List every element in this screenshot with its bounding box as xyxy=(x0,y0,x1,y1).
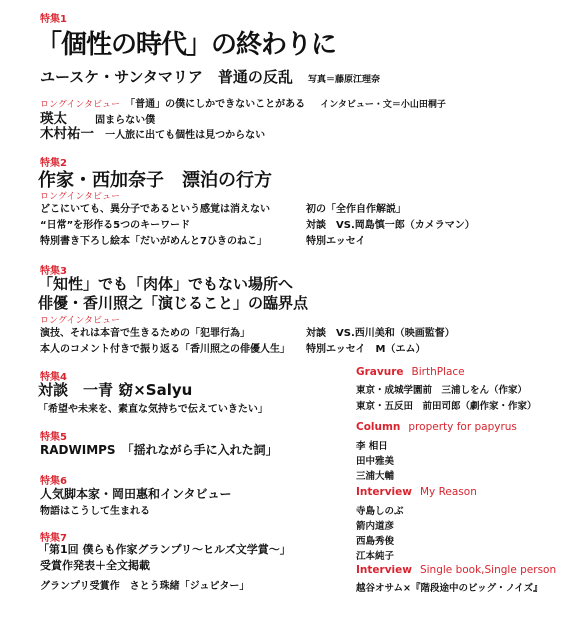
interview-singlebook-head: Interview xyxy=(356,564,412,576)
feature7-tag: 特集7 xyxy=(40,533,67,544)
column-head: Column xyxy=(356,421,401,433)
feature1-line2-tag: ロングインタビュー xyxy=(40,100,121,110)
interview-myreason-head: Interview xyxy=(356,486,412,498)
feature7-title-2: 受賞作発表＋全文掲載 xyxy=(40,559,150,572)
feature3-title-1: 「知性」でも「肉体」でもない場所へ xyxy=(38,275,294,293)
column-heading xyxy=(356,421,517,433)
feature2-item: 特別書き下ろし絵本「だいがめんと7ひきのねこ」 xyxy=(40,236,267,247)
feature1-line4-name: 木村祐一 xyxy=(40,126,94,142)
feature1-line1-credit: 写真＝藤原江理奈 xyxy=(308,75,381,85)
feature6-title: 人気脚本家・岡田惠和インタビュー xyxy=(40,487,232,501)
interview-singlebook-sub: Single book,Single person xyxy=(419,564,557,576)
feature2-item: 初の「全作自作解説」 xyxy=(306,204,406,215)
interview-myreason-item: 江本純子 xyxy=(356,551,395,562)
feature1-line2-text: 「普通」の僕にしかできないことがある xyxy=(125,99,306,110)
feature4-tag: 特集4 xyxy=(40,372,67,383)
gravure-item: 東京・五反田 前田司郎（劇作家・作家） xyxy=(356,401,537,412)
feature3-item: 特別エッセイ M（エム） xyxy=(306,344,426,355)
feature4-title: 対談 一青 窈×Salyu xyxy=(38,381,193,399)
feature2-tag: 特集2 xyxy=(40,158,67,169)
feature5-tag: 特集5 xyxy=(40,432,67,443)
feature5-title: RADWIMPS 「揺れながら手に入れた詞」 xyxy=(40,443,278,457)
feature1-line1 xyxy=(40,66,380,87)
interview-singlebook-heading xyxy=(356,564,556,576)
feature3-item: 本人のコメント付きで振り返る「香川照之の俳優人生」 xyxy=(40,344,290,355)
feature3-item: 演技、それは本音で生きるための「犯罪行為」 xyxy=(40,328,250,339)
interview-myreason-sub: My Reason xyxy=(419,486,477,498)
feature1-title: 「個性の時代」の終わりに xyxy=(36,30,337,60)
feature1-line3-name: 瑛太 xyxy=(40,111,67,127)
feature1-tag: 特集1 xyxy=(40,14,67,25)
feature3-sub-tag: ロングインタビュー xyxy=(40,316,121,326)
feature2-sub-tag: ロングインタビュー xyxy=(40,192,121,202)
column-item: 田中雅美 xyxy=(356,456,395,467)
feature6-tag: 特集6 xyxy=(40,476,67,487)
feature1-line4-text: 一人旅に出ても個性は見つからない xyxy=(105,130,266,141)
feature2-item: 対談 VS.岡島慎一郎（カメラマン） xyxy=(306,220,475,231)
column-item: 三浦大輔 xyxy=(356,471,395,482)
feature1-line1-main: ユースケ・サンタマリア 普通の反乱 xyxy=(40,68,293,86)
feature3-item: 対談 VS.西川美和（映画監督） xyxy=(306,328,455,339)
gravure-heading xyxy=(356,366,465,378)
interview-myreason-item: 寺島しのぶ xyxy=(356,506,404,517)
feature4-sub: 「希望や未来を、素直な気持ちで伝えていきたい」 xyxy=(38,404,268,415)
feature2-item: “日常”を形作る5つのキーワード xyxy=(40,220,191,231)
interview-singlebook-item: 越谷オサム×『階段途中のビッグ・ノイズ』 xyxy=(356,583,543,594)
feature7-title-1: 「第1回 僕らも作家グランプリ～ヒルズ文学賞～」 xyxy=(38,543,291,556)
feature3-title-2: 俳優・香川照之「演じること」の臨界点 xyxy=(38,294,309,312)
feature2-item: どこにいても、異分子であるという感覚は消えない xyxy=(40,204,270,215)
gravure-sub: BirthPlace xyxy=(411,366,465,378)
gravure-head: Gravure xyxy=(356,366,404,378)
feature1-line4 xyxy=(40,122,265,142)
feature2-title: 作家・西加奈子 漂泊の行方 xyxy=(38,170,272,191)
interview-myreason-item: 箭内道彦 xyxy=(356,521,395,532)
feature3-tag: 特集3 xyxy=(40,266,67,277)
feature1-line3-text: 固まらない僕 xyxy=(95,115,156,126)
feature7-sub: グランプリ受賞作 さとう珠緒「ジュピター」 xyxy=(40,581,250,592)
feature6-sub: 物語はこうして生まれる xyxy=(40,506,150,517)
column-sub: property for papyrus xyxy=(408,421,517,433)
gravure-item: 東京・成城学園前 三浦しをん（作家） xyxy=(356,385,528,396)
feature2-item: 特別エッセイ xyxy=(306,236,366,247)
column-item: 李 相日 xyxy=(356,441,388,452)
interview-myreason-item: 西島秀俊 xyxy=(356,536,395,547)
feature1-line2-credit: インタビュー・文＝小山田桐子 xyxy=(320,100,446,110)
interview-myreason-heading xyxy=(356,486,477,498)
